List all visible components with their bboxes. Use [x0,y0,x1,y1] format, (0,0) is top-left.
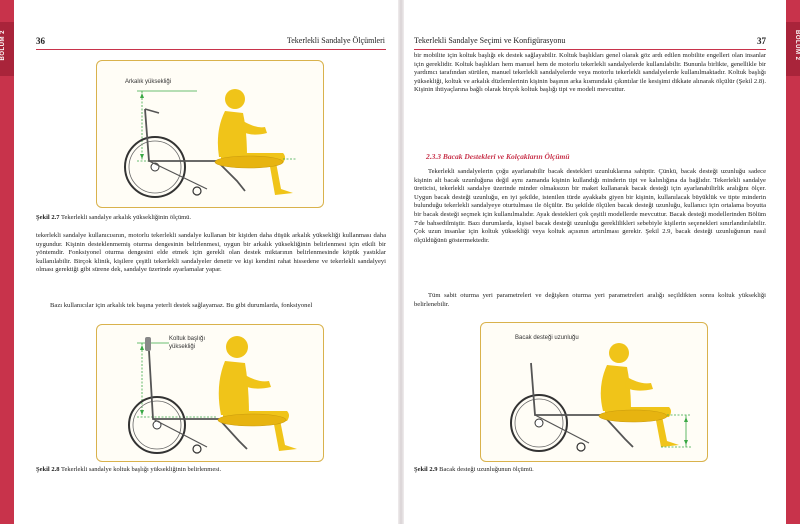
figure-2-9-frame [480,322,708,462]
figure-2-8-caption: Şekil 2.8 Tekerlekli sandalye koltuk başlığı yüksekliğinin belirlenmesi. [36,466,222,473]
right-paragraph-1: bir mobilite için koltuk başlığı ek destek sağlayabilir. Koltuk başlıkları genel olarak göz ardı edilen mobilite engelleri olan insanlar için gereklidir. Koltuk başlıkları hem manuel hem de motorlu tekerlekli sandalyelerde kullanılabilir. Bununla birlikte, genellikle bir yardımcı tarafından sürülen, manuel tekerlekli sandalyelerde veya motorlu tekerlekli sandalyelerde kullanılmaktadır. Koltuk başlığı yüksekliği, koltuk ve arkalık düzlemlerinin kişinin başının arka kısmındaki çıkıntılar ile kesişimi dikkate alınarak ölçülür (Şekil 2.8). Kişinin ihtiyaçlarına bağlı olarak birçok koltuk başlığı tipi ve modeli mevcuttur. [414,52,766,94]
left-header-title: Tekerlekli Sandalye Ölçümleri [286,36,385,45]
figure-2-7-caption: Şekil 2.7 Tekerlekli sandalye arkalık yüksekliğinin ölçümü. [36,214,192,221]
right-page-number: 37 [757,36,766,46]
wheelchair-illustration-headrest [97,325,323,461]
right-edge-strip [786,0,800,524]
right-header-title: Tekerlekli Sandalye Seçimi ve Konfigürasyonu [414,36,566,45]
left-edge-strip [0,0,14,524]
figure-2-7-label: Arkalık yüksekliği [125,79,172,85]
left-chapter-tab-label: BÖLÜM 2 [0,30,6,61]
right-chapter-tab-label: BÖLÜM 2 [794,30,800,61]
left-paragraph-2: Bazı kullanıcılar için arkalık tek başına yeterli destek sağlayamaz. Bu gibi durumlarda, fonksiyonel [50,302,313,309]
right-page [404,0,786,524]
left-page-number: 36 [36,36,45,46]
right-paragraph-3: Tüm sabit oturma yeri parametreleri ve değişken oturma yeri parametreleri aralığı seçildikten sonra koltuk yüksekliği belirlenebilir. [414,292,766,308]
wheelchair-illustration-legrest [481,323,707,461]
figure-2-9-label: Bacak desteği uzunluğu [515,335,579,341]
figure-2-8-frame [96,324,324,462]
left-paragraph-1: tekerlekli sandalye kullanıcısının, motorlu tekerlekli sandalye kullanan bir kişiden daha düşük arkalık yüksekliği kullanması daha uygundur. Kişinin desteklenmemiş oturma dengesinin belirlenmesi, uygun bir arkalık yüksekliğinin belirlenmesi için etkili bir yöntemdir. Fonksiyonel oturma dengesini elde etmek için gerekli olan destek miktarının belirlenmesinde köpük yastıklar kullanılabilir. Birçok klinik, kişilere çeşitli tekerlekli sandalyeler denetir ve kişi kendini rahat hissedene ve tekerlekli sandalyeyi olması gerektiği gibi sürene dek, sandalye üzerinde ayarlamalar yapar. [36,232,386,274]
left-page [14,0,398,524]
wheelchair-illustration-backrest [97,61,323,207]
figure-2-8-label-line-2: yüksekliği [169,344,196,350]
left-header-rule [36,49,386,50]
section-heading-2-3-3: 2.3.3 Bacak Destekleri ve Kolçakların Ölçümü [426,152,570,161]
right-header-rule [414,49,766,50]
figure-2-7-frame [96,60,324,208]
right-paragraph-2: Tekerlekli sandalyelerin çoğu ayarlanabilir bacak destekleri uzunluklarına sahiptir. Çünkü, bacak desteği uzunluğu sadece kişinin alt bacak uzunluğuna değil aynı zamanda kişinin kullandığı minderin tipi ve kalınlığına da bağlıdır. Tekerlekli sandalye üreticisi, tekerlekli sandalye üzerinde minder olmaksızın bir maket kullanarak bacak desteği için ayarlanabilirlik aralığını ölçer. Uygun bacak desteği uzunluğu, en iyi şekilde, istenilen türde ayakkabı giyen bir kişinin, kullanılacak büyüklük ve tipte minderin bulunduğu tekerlekli sandalyeye oturtulması ile ölçülür. Bu şekilde ölçülen bacak desteği uzunluğu, kullanıcı için ortalama boyutta bir bacak desteği seçmek için kullanılmalıdır. Ayak destekleri çok çeşitli modellerde mevcuttur. Bacak desteği modellerinden Bölüm 7'de bahsedilmiştir. Bazı durumlarda, kişisel bacak desteği uzunluğu gereklilikleri sebebiyle kişilerin seçenekleri sınırlandırılabilir. Çok uzun insanlar için koltuk yüksekliği veya koltuk açısının artırılması gerekir. Şekil 2.9, bacak desteği uzunluğunun nasıl ölçüldüğünü göstermektedir. [414,168,766,244]
figure-2-9-caption: Şekil 2.9 Bacak desteği uzunluğunun ölçümü. [414,466,534,473]
figure-2-8-label-line-1: Koltuk başlığı [169,336,206,342]
